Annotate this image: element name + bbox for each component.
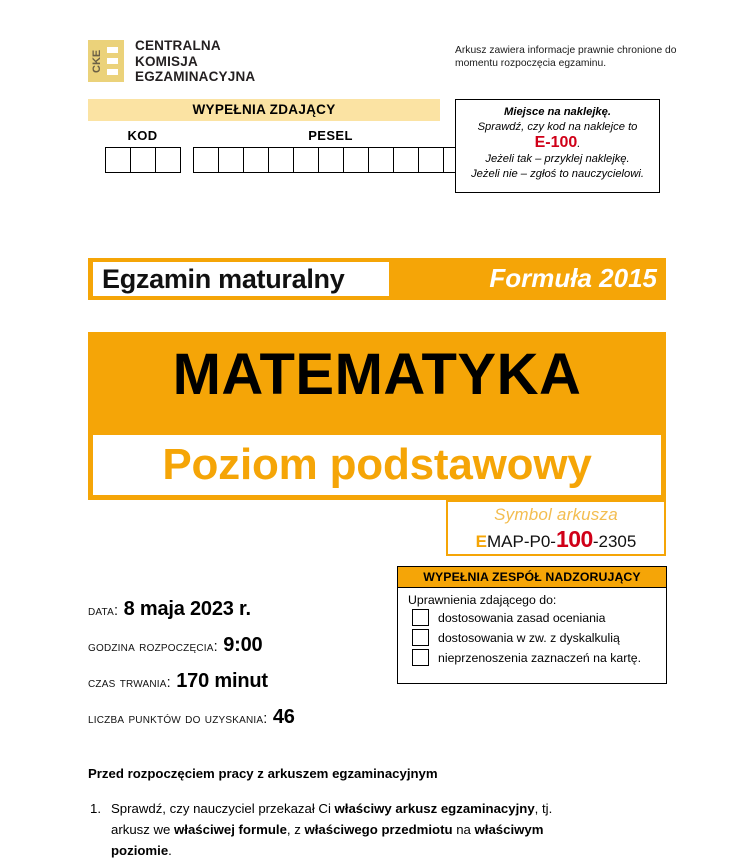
pesel-label: PESEL bbox=[308, 128, 353, 143]
logo-cut-2 bbox=[107, 58, 118, 64]
instruction-fragment: , z bbox=[286, 822, 305, 837]
level-label: Poziom podstawowy bbox=[162, 440, 592, 489]
pesel-cell[interactable] bbox=[318, 147, 344, 173]
pesel-cell[interactable] bbox=[368, 147, 394, 173]
exam-title-band bbox=[88, 258, 666, 300]
instruction-emphasis: właściwego przedmiotu bbox=[304, 822, 453, 837]
instruction-fragment: Sprawdź, czy nauczyciel przekazał Ci bbox=[111, 801, 335, 816]
supervisor-intro: Uprawnienia zdającego do: bbox=[408, 593, 557, 607]
kod-boxes[interactable] bbox=[105, 147, 180, 173]
sticker-code: E-100 bbox=[534, 134, 578, 151]
logo-cut-1 bbox=[107, 47, 118, 53]
exam-info-value: 46 bbox=[267, 706, 295, 728]
sheet-symbol-code bbox=[448, 526, 664, 553]
supervisor-header: WYPEŁNIA ZESPÓŁ NADZORUJĄCY bbox=[398, 567, 666, 588]
cke-logo-text bbox=[135, 38, 255, 85]
instruction-emphasis: właściwym poziomie bbox=[111, 822, 544, 858]
cke-logo bbox=[88, 38, 255, 85]
instruction-item-1 bbox=[90, 798, 590, 861]
logo-line-2: KOMISJA bbox=[135, 53, 198, 69]
sticker-line-4: Jeżeli tak – przyklej naklejkę. bbox=[485, 153, 630, 165]
pesel-cell[interactable] bbox=[293, 147, 319, 173]
exam-info-value: 8 maja 2023 r. bbox=[118, 598, 251, 620]
instruction-emphasis: właściwej formule bbox=[174, 822, 287, 837]
supervisor-checkbox[interactable] bbox=[412, 629, 429, 646]
supervisor-item[interactable] bbox=[398, 609, 666, 626]
logo-line-3: EGZAMINACYJNA bbox=[135, 69, 256, 84]
candidate-section-header: WYPEŁNIA ZDAJĄCY bbox=[88, 99, 440, 121]
logo-line-1: CENTRALNA bbox=[135, 38, 221, 53]
sticker-line-1: Miejsce na naklejkę. bbox=[504, 106, 611, 118]
pesel-group bbox=[193, 128, 468, 173]
exam-info-label: czas trwania: bbox=[88, 675, 171, 691]
exam-label-box bbox=[93, 262, 389, 296]
sticker-code-line bbox=[456, 135, 659, 152]
supervisor-item-label: nieprzenoszenia zaznaczeń na kartę. bbox=[438, 650, 642, 665]
sheet-symbol-box bbox=[446, 500, 666, 556]
instructions-title: Przed rozpoczęciem pracy z arkuszem egzaminacyjnym bbox=[88, 766, 438, 781]
sheet-symbol-title: Symbol arkusza bbox=[494, 505, 618, 524]
exam-info-line bbox=[88, 634, 388, 657]
page-header bbox=[88, 38, 677, 85]
sticker-line-2: Sprawdź, czy kod na naklejce to bbox=[477, 121, 638, 133]
exam-info-value: 170 minut bbox=[170, 670, 268, 692]
supervisor-item-label: dostosowania w zw. z dyskalkulią bbox=[438, 630, 620, 645]
exam-info-label: godzina rozpoczęcia: bbox=[88, 639, 218, 655]
kod-group bbox=[105, 128, 180, 173]
formula-label: Formuła 2015 bbox=[489, 263, 657, 293]
sticker-line-5: Jeżeli nie – zgłoś to nauczycielowi. bbox=[471, 168, 644, 180]
pesel-boxes[interactable] bbox=[193, 147, 468, 173]
instruction-text bbox=[111, 798, 590, 861]
logo-cut-3 bbox=[107, 69, 118, 75]
supervisor-item-list bbox=[398, 609, 666, 666]
exam-info-line bbox=[88, 706, 388, 729]
exam-info-line bbox=[88, 670, 388, 693]
exam-info-line bbox=[88, 598, 388, 621]
kod-cell[interactable] bbox=[105, 147, 131, 173]
cke-logo-mark-icon bbox=[88, 40, 124, 82]
pesel-cell[interactable] bbox=[218, 147, 244, 173]
sheet-symbol-suffix: -2305 bbox=[592, 532, 637, 551]
sticker-code-period: . bbox=[577, 138, 581, 150]
cke-logo-mark-text: CKE bbox=[91, 49, 103, 73]
pesel-cell[interactable] bbox=[243, 147, 269, 173]
sheet-symbol-highlight: 100 bbox=[555, 526, 593, 552]
exam-info-label: data: bbox=[88, 603, 119, 619]
instruction-emphasis: właściwy arkusz egzaminacyjny bbox=[334, 801, 535, 816]
exam-info-list bbox=[88, 598, 388, 742]
instruction-number: 1. bbox=[90, 801, 101, 816]
supervisor-checkbox[interactable] bbox=[412, 609, 429, 626]
subject-band bbox=[88, 332, 666, 500]
exam-info-value: 9:00 bbox=[217, 634, 263, 656]
pesel-cell[interactable] bbox=[343, 147, 369, 173]
exam-label: Egzamin maturalny bbox=[102, 263, 345, 294]
pesel-cell[interactable] bbox=[393, 147, 419, 173]
sheet-symbol-mid: MAP-P0- bbox=[487, 532, 556, 551]
instruction-fragment: . bbox=[168, 843, 172, 858]
pesel-cell[interactable] bbox=[418, 147, 444, 173]
level-box bbox=[93, 435, 661, 495]
instruction-fragment: , tj. arkusz we bbox=[111, 801, 553, 837]
subject-title: MATEMATYKA bbox=[172, 342, 582, 407]
kod-cell[interactable] bbox=[155, 147, 181, 173]
supervisor-item-label: dostosowania zasad oceniania bbox=[438, 610, 606, 625]
pesel-cell[interactable] bbox=[193, 147, 219, 173]
instruction-fragment: na bbox=[452, 822, 475, 837]
kod-cell[interactable] bbox=[130, 147, 156, 173]
legal-notice: Arkusz zawiera informacje prawnie chronione do momentu rozpoczęcia egzaminu. bbox=[455, 45, 677, 69]
supervisor-item[interactable] bbox=[398, 629, 666, 646]
supervisor-checkbox[interactable] bbox=[412, 649, 429, 666]
exam-info-label: liczba punktów do uzyskania: bbox=[88, 711, 268, 727]
pesel-cell[interactable] bbox=[268, 147, 294, 173]
sheet-symbol-prefix: E bbox=[475, 532, 487, 551]
sticker-area bbox=[455, 99, 660, 193]
supervisor-section bbox=[397, 566, 667, 684]
kod-label: KOD bbox=[127, 128, 158, 143]
supervisor-item[interactable] bbox=[398, 649, 666, 666]
